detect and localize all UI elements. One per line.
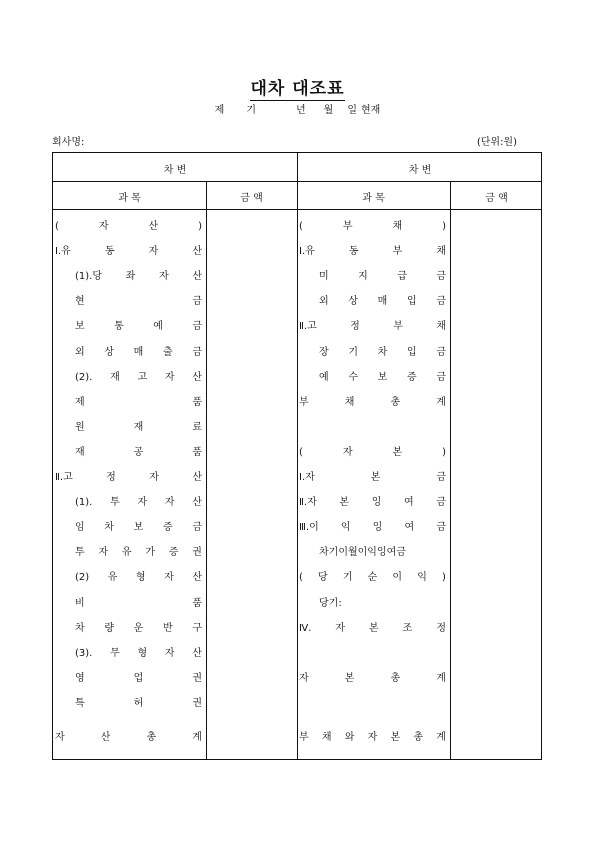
liability-equity-row-text: 매 [377,296,388,308]
liability-equity-row-text: 금 [436,371,446,383]
asset-row-text: 현 [75,296,85,308]
asset-row-text: 유 [121,547,132,559]
liability-equity-row [299,471,446,485]
liability-equity-row-text: 금 [436,472,446,483]
liability-equity-row-text: 본 [390,732,401,743]
left-amount-divider [206,181,207,759]
asset-row-text: 외 [75,346,85,358]
liability-equity-row [299,697,446,711]
asset-row-text: 산 [148,221,159,232]
liability-equity-row-text: 예 [319,371,329,383]
liability-equity-row [299,521,446,535]
asset-row-text: 품 [192,446,202,458]
asset-row-text: 공 [133,446,144,458]
asset-row-text: 운 [133,622,144,634]
liability-equity-row [299,731,446,745]
asset-row-text: 업 [133,672,144,684]
asset-row-text: 원 [75,421,85,433]
asset-row-text: 영 [75,672,85,684]
asset-row-text: 재 [133,421,144,433]
asset-row-text: 매 [133,346,144,358]
asset-row-text: 비 [75,597,85,609]
liability-equity-row-text: 장 [319,346,329,358]
right-account-header: 과 목 [362,193,385,204]
asset-row [75,421,202,435]
asset-row-text: 허 [133,697,144,709]
asset-row-text: 량 [104,622,114,634]
asset-row-text: 자 [98,221,109,232]
asset-row-text: 자 [149,472,159,483]
liability-equity-row-text: 채 [344,396,355,408]
asset-row-text: (2) [75,572,90,584]
asset-row-text: 산 [192,371,202,383]
asset-row-text: (3). [75,647,93,659]
liability-equity-row-text: ) [442,221,446,232]
liability-equity-row [299,622,446,636]
liability-equity-row-text: 여 [404,522,415,534]
asset-row [75,521,202,535]
asset-row-text: 산 [192,497,202,509]
liability-equity-row-text: Ⅱ.고 [299,321,317,333]
document-title: 대차 대조표 [250,79,345,99]
asset-row-text: 산 [192,572,202,584]
asset-row-text: 보 [75,321,85,333]
asset-row-text: 가 [145,547,156,559]
asset-row-text: 권 [192,672,202,684]
asset-row [75,647,202,661]
unit-label: (단위:원) [476,137,517,148]
liability-equity-row-text: 금 [436,522,446,534]
asset-row-text: 동 [104,246,115,258]
liability-equity-row-text: 채 [392,221,403,232]
asset-row-text: 총 [146,732,157,743]
liability-equity-row-text: 계 [436,396,446,408]
liability-equity-row [319,371,446,385]
liability-equity-row-text: 금 [436,346,446,358]
asset-row-text: 금 [192,522,202,534]
credit-header: 차 변 [408,165,432,176]
liability-equity-row-text: Ⅳ. [299,622,312,634]
liability-equity-row-text: ( [299,221,303,232]
asset-row-text: 품 [192,396,202,408]
asset-row-text: 자 [148,246,159,258]
asset-row-text: 자 [137,497,148,509]
left-amount-header: 금 액 [240,193,263,204]
liability-equity-row-text: 잉 [371,497,382,509]
center-divider [297,153,298,759]
liability-equity-row [299,220,446,234]
liability-equity-row-text: 정 [350,321,360,333]
liability-equity-row [319,270,446,284]
asset-row-text: 증 [168,547,179,559]
liability-equity-row-text: 본 [339,497,350,509]
asset-row-text: 좌 [125,271,136,283]
company-name-label: 회사명: [52,137,85,148]
asset-row [75,320,202,334]
asset-row-text: Ⅰ.유 [55,246,71,258]
liability-equity-row [299,446,446,460]
asset-row-text: (1).당 [75,271,103,283]
liability-equity-row-text: 지 [358,271,368,283]
liability-equity-row-text: 자 [367,732,378,743]
asset-row-text: 자 [164,647,175,659]
liability-equity-row-text: 차 [377,346,388,358]
liability-equity-row-text: 총 [413,732,424,743]
liability-equity-row-text: 익 [340,522,351,534]
liability-equity-row [299,672,446,686]
liability-equity-row-text: 잉 [372,522,383,534]
asset-row-text: 권 [192,547,202,559]
asset-row-text: 투 [110,497,120,509]
asset-row-text: 금 [192,346,202,358]
liability-equity-row-text: 미 [319,271,329,283]
asset-row-text: 통 [114,321,124,333]
asset-row [75,295,202,309]
liability-equity-row [299,396,446,410]
liability-equity-row [299,571,446,585]
asset-row-text: 산 [192,271,202,283]
liability-equity-row-text: 자 [335,622,346,634]
asset-row-text: 재 [75,446,85,458]
asset-row [75,571,202,585]
asset-row [75,346,202,360]
liability-equity-row-text: 이 [392,572,403,584]
asset-row-text: 제 [75,396,85,408]
liability-equity-row-text: 순 [367,572,378,584]
liability-equity-row-text: 기 [342,572,353,584]
liability-equity-row-text: 정 [436,622,446,634]
left-account-header: 과 목 [118,193,141,204]
asset-row-text: 보 [133,522,144,534]
liability-equity-row-text: 본 [392,446,403,458]
liability-equity-row-text: 총 [390,396,401,408]
asset-row-text: 재 [110,371,120,383]
liability-equity-row-text: 당 [318,572,328,584]
liability-equity-row-text: 본 [370,472,381,483]
asset-row [75,672,202,686]
liability-equity-row [319,295,446,309]
asset-row-text: 차 [75,622,85,634]
liability-equity-row-text: 부 [392,246,403,258]
header-divider-2 [53,209,541,210]
asset-row [75,496,202,510]
liability-equity-row-text: Ⅰ.자 [299,472,315,483]
asset-row-text: (2). [75,371,93,383]
liability-equity-row-text: ) [442,572,446,584]
asset-row-text: 계 [192,732,202,743]
asset-row-text: ) [198,221,202,232]
asset-row [55,220,202,234]
asset-row-text: 예 [153,321,163,333]
liability-equity-row-text: Ⅲ.이 [299,522,319,534]
liability-equity-row-text: 본 [369,622,379,634]
liability-equity-row-text: 부 [393,321,403,333]
asset-row-text: 자 [98,547,109,559]
asset-row-text: 특 [75,697,85,709]
liability-equity-row-text: 외 [319,296,329,308]
liability-equity-row-text: 금 [436,271,446,283]
asset-row [75,697,202,711]
liability-equity-row-text: 채 [321,732,332,743]
asset-row-text: 정 [106,472,116,483]
liability-equity-row-text: 입 [406,346,417,358]
asset-row [55,471,202,485]
asset-row-text: 구 [192,622,202,634]
asset-row-text: 품 [192,597,202,609]
asset-row-text: 차 [104,522,114,534]
asset-row-text: 자 [159,271,169,283]
balance-sheet-table [52,152,542,760]
liability-equity-row-text: ( [299,572,303,584]
asset-row-text: 금 [192,296,202,308]
asset-row-text: 권 [192,697,202,709]
asset-row-text: 출 [162,346,173,358]
liability-equity-row-text: 조 [402,622,413,634]
liability-equity-row-text: 금 [436,296,446,308]
asset-row [55,245,202,259]
asset-row [75,597,202,611]
liability-equity-row-text: 채 [436,321,446,333]
liability-equity-row [299,320,446,334]
asset-row-text: 형 [137,647,148,659]
liability-equity-row-text: 부 [342,221,353,232]
liability-equity-row-text: 자 [342,446,353,458]
asset-row-text: 형 [135,572,146,584]
liability-equity-row-text: 채 [436,246,446,258]
liability-equity-row [319,546,446,560]
asset-row-text: 투 [75,547,85,559]
asset-row [75,371,202,385]
asset-row-text: 유 [107,572,118,584]
liability-equity-row-text: ) [442,446,446,458]
header-divider-1 [53,181,541,182]
liability-equity-row-text: 계 [436,672,446,684]
asset-row-text: 료 [192,421,202,433]
liability-equity-row-text: 동 [348,246,359,258]
asset-row-text: 금 [192,321,202,333]
asset-row-text: 임 [75,522,85,534]
liability-equity-row [319,597,446,611]
asset-row-text: 자 [55,732,65,743]
asset-row [75,270,202,284]
liability-equity-row-text: 차기이월이익잉여금 [319,547,406,559]
liability-equity-row-text: 수 [348,371,358,383]
asset-row-text: Ⅱ.고 [55,472,73,483]
asset-row-text: ( [55,221,59,232]
asset-row-text: 상 [104,346,114,358]
asset-row [75,396,202,410]
asset-row-text: 자 [164,371,175,383]
asset-row [75,546,202,560]
liability-equity-row [299,647,446,661]
asset-row [55,731,202,745]
document-subtitle: 제 기 년 월 일 현재 [214,105,381,116]
asset-row-text: 산 [192,246,202,258]
liability-equity-row-text: 금 [436,497,446,509]
asset-row-text: 산 [192,472,202,483]
liability-equity-row-text: 본 [344,672,355,684]
asset-row-text: 자 [164,497,175,509]
liability-equity-row-text: Ⅰ.유 [299,246,315,258]
liability-equity-row-text: 익 [417,572,427,584]
liability-equity-row-text: 입 [406,296,417,308]
liability-equity-row-text: 기 [348,346,358,358]
liability-equity-row-text: 부 [299,732,309,743]
asset-row-text: 증 [162,522,173,534]
liability-equity-row-text: 와 [344,732,355,743]
asset-row [75,446,202,460]
liability-equity-row-text: 당기: [319,597,342,609]
liability-equity-row [299,421,446,435]
asset-row-text: 산 [100,732,111,743]
liability-equity-row-text: 보 [377,371,388,383]
liability-equity-row-text: 부 [299,396,309,408]
asset-row-text: 반 [162,622,173,634]
liability-equity-row-text: 상 [348,296,358,308]
liability-equity-row-text: 총 [390,672,401,684]
liability-equity-row [299,245,446,259]
asset-row-text: (1). [75,497,93,509]
asset-row-text: 산 [192,647,202,659]
debit-header: 차 변 [163,165,187,176]
right-amount-header: 금 액 [485,193,508,204]
liability-equity-row-text: 계 [436,732,446,743]
liability-equity-row-text: 증 [406,371,417,383]
liability-equity-row [299,496,446,510]
liability-equity-row-text: Ⅱ.자 [299,497,317,509]
liability-equity-row-text: 여 [403,497,414,509]
liability-equity-row-text: 급 [397,271,407,283]
liability-equity-row-text: ( [299,446,303,458]
right-amount-divider [450,181,451,759]
asset-row-text: 자 [164,572,174,584]
asset-row [75,622,202,636]
liability-equity-row [319,346,446,360]
asset-row-text: 고 [137,371,148,383]
liability-equity-row-text: 자 [299,672,309,684]
asset-row-text: 무 [110,647,120,659]
